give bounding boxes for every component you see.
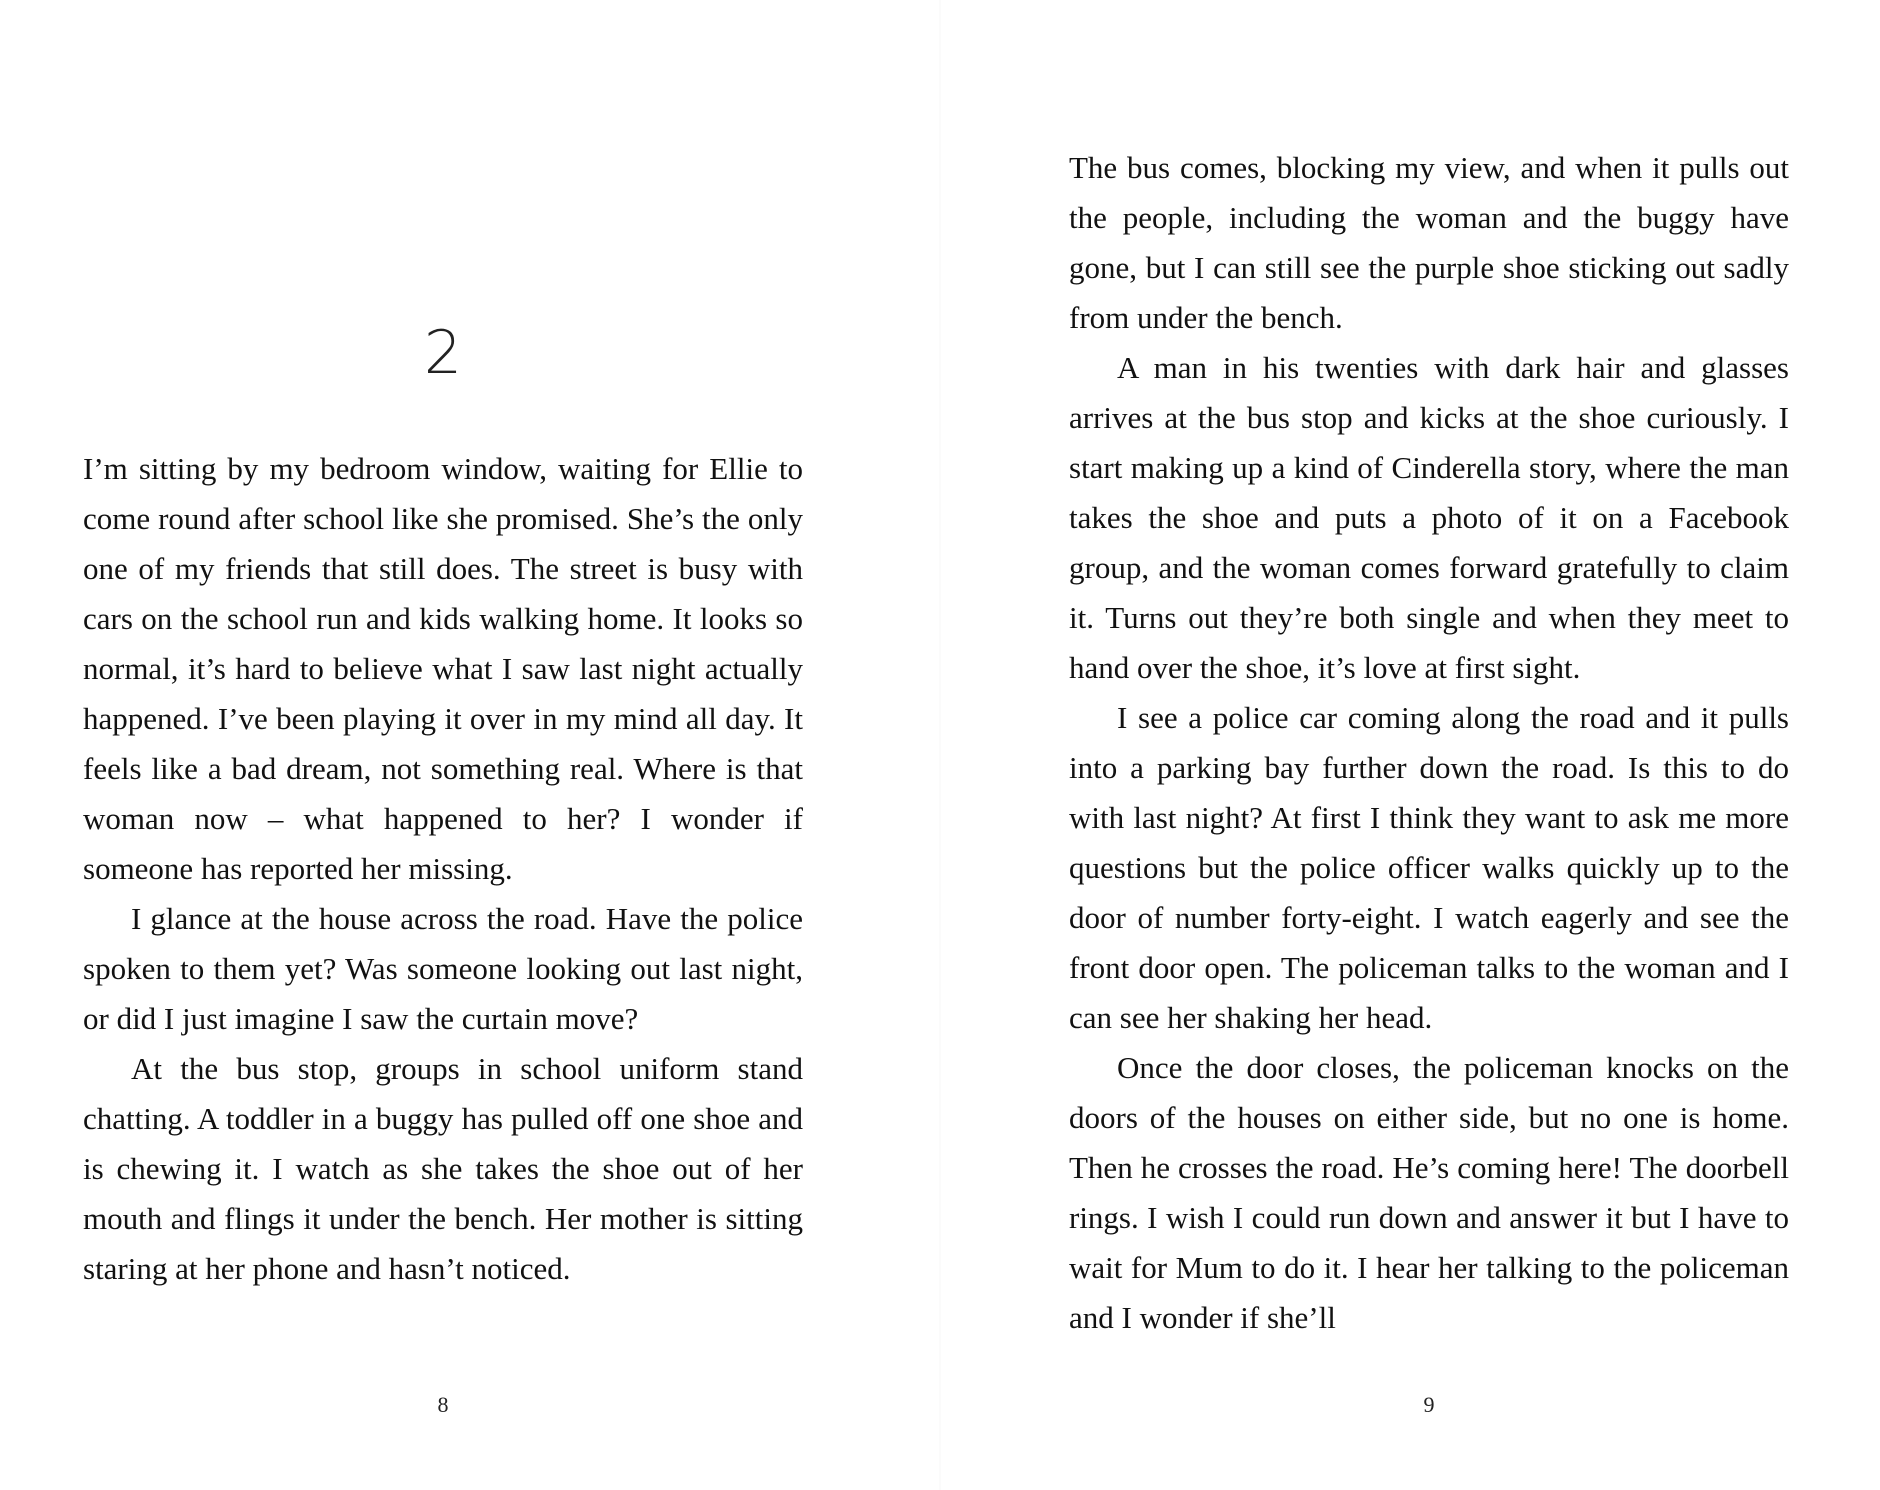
page-number: 9 — [1423, 1392, 1435, 1417]
paragraph: The bus comes, blocking my view, and when it pulls out the people, including the woman and the buggy have gone, but I can still see the purple shoe sticking out sadly from under the bench. — [1069, 150, 1789, 335]
paragraph: Once the door closes, the policeman knocks on the doors of the houses on either side, but no one is home. Then he crosses the road. He’s coming here! The doorbell rings. I wish I could run down and answer it but I have to wait for Mum to do it. I hear her talking to the policeman and I wonder if she’ll — [1069, 1050, 1789, 1335]
paragraph: At the bus stop, groups in school uniform stand chatting. A toddler in a buggy has pulled off one shoe and is chewing it. I watch as she takes the shoe out of her mouth and flings it under the bench. Her mother is sitting staring at her phone and hasn’t noticed. — [83, 1051, 803, 1286]
paragraph: I see a police car coming along the road and it pulls into a parking bay further down the road. Is this to do with last night? At first I think they want to ask me more questions but the police officer walks quickly up to the door of number forty-eight. I watch eagerly and see the front door open. The policeman talks to the woman and I can see her shaking her head. — [1069, 700, 1789, 1035]
left-page-body — [83, 444, 803, 1294]
paragraph: I glance at the house across the road. Have the police spoken to them yet? Was someone looking out last night, or did I just imagine I saw the curtain move? — [83, 901, 803, 1036]
right-page-body — [1069, 143, 1789, 1343]
right-page — [940, 0, 1880, 1490]
paragraph: A man in his twenties with dark hair and glasses arrives at the bus stop and kicks at the shoe curiously. I start making up a kind of Cinderella story, where the man takes the shoe and puts a photo of it on a Facebook group, and the woman comes forward gratefully to claim it. Turns out they’re both single and when they meet to hand over the shoe, it’s love at first sight. — [1069, 350, 1789, 685]
paragraph: I’m sitting by my bedroom window, waiting for Ellie to come round after school like she promised. She’s the only one of my friends that still does. The street is busy with cars on the school run and kids walking home. It looks so normal, it’s hard to believe what I saw last night actually happened. I’ve been playing it over in my mind all day. It feels like a bad dream, not something real. Where is that woman now – what happened to her? I wonder if someone has reported her missing. — [83, 451, 803, 886]
chapter-number: 2 — [423, 318, 463, 388]
page-number: 8 — [437, 1392, 449, 1417]
